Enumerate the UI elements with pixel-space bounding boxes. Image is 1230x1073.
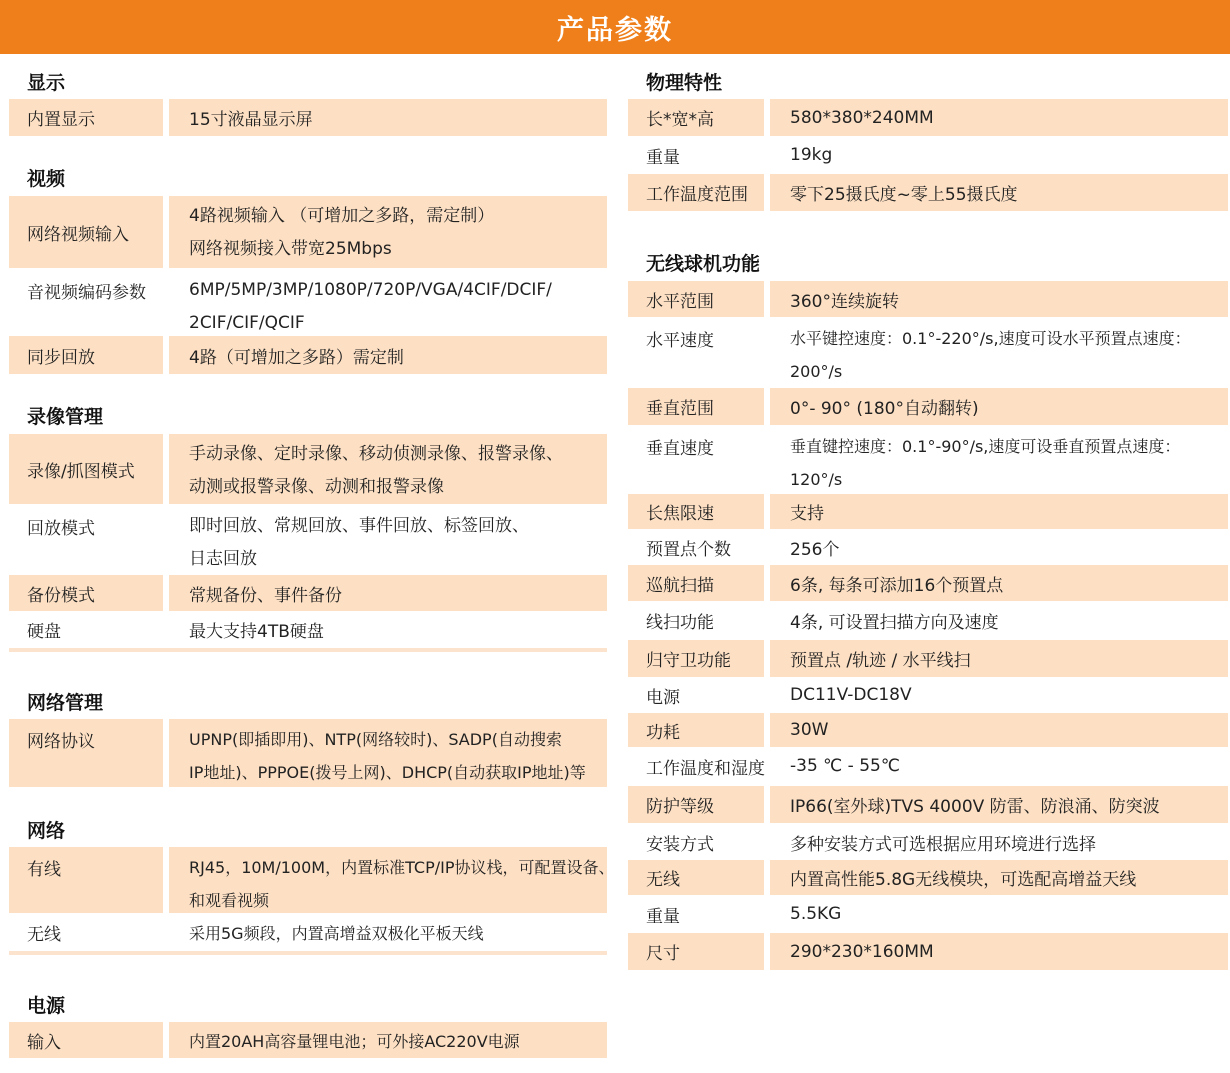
spec-key: 工作温度范围	[628, 174, 764, 211]
spec-value: 采用5G频段，内置高增益双极化平板天线	[189, 923, 484, 943]
spec-value: -35 ℃ - 55℃	[790, 756, 900, 776]
spec-key: 输入	[9, 1022, 163, 1058]
section-title-physical: 物理特性	[646, 72, 723, 94]
spec-value: 30W	[770, 713, 1228, 747]
spec-value: 内置20AH高容量锂电池；可外接AC220V电源	[169, 1022, 607, 1058]
spec-row-record-mode	[9, 434, 607, 504]
spec-key: 重量	[646, 906, 680, 927]
spec-value	[169, 196, 607, 268]
spec-value: 19kg	[790, 145, 833, 165]
spec-value-line: 即时回放、常规回放、事件回放、标签回放、	[189, 516, 529, 536]
spec-value: 0°- 90° (180°自动翻转)	[770, 388, 1228, 425]
section-title-network-management: 网络管理	[27, 692, 104, 714]
spec-value: 580*380*240MM	[770, 99, 1228, 136]
spec-key: 重量	[646, 147, 680, 168]
spec-key: 网络视频输入	[9, 196, 163, 268]
spec-row-playback-mode	[9, 506, 607, 572]
section-title-recording: 录像管理	[27, 406, 104, 428]
spec-row-network-video-input	[9, 196, 607, 268]
section-divider	[9, 648, 607, 652]
section-title-ptz: 无线球机功能	[646, 253, 761, 275]
spec-key: 无线	[27, 924, 61, 945]
spec-value: 4条, 可设置扫描方向及速度	[790, 612, 999, 633]
section-divider	[9, 951, 607, 955]
spec-value-line: 日志回放	[189, 549, 257, 569]
spec-row-protection-level	[628, 786, 1228, 823]
spec-value: DC11V-DC18V	[790, 685, 912, 705]
spec-key: 巡航扫描	[628, 565, 764, 601]
spec-value-line: 120°/s	[790, 470, 843, 489]
spec-key: 尺寸	[628, 933, 764, 970]
spec-value: 360°连续旋转	[770, 281, 1228, 317]
spec-row-hard-disk	[9, 612, 607, 646]
spec-row-ptz-power	[628, 678, 1228, 712]
spec-key: 硬盘	[27, 621, 61, 642]
spec-row-cruise-scan	[628, 565, 1228, 601]
spec-row-installation	[628, 825, 1228, 859]
spec-value: 多种安装方式可选根据应用环境进行选择	[790, 834, 1096, 855]
spec-row-power-consumption	[628, 713, 1228, 747]
spec-key: 水平速度	[646, 331, 714, 351]
spec-value-line: 网络视频接入带宽25Mbps	[189, 239, 392, 259]
spec-key: 网络协议	[9, 719, 163, 787]
spec-value-line: 6MP/5MP/3MP/1080P/720P/VGA/4CIF/DCIF/	[189, 280, 552, 300]
spec-row-ptz-wireless	[628, 860, 1228, 895]
spec-row-home-guard	[628, 640, 1228, 677]
spec-value: 15寸液晶显示屏	[169, 99, 607, 136]
spec-row-sync-playback	[9, 336, 607, 374]
spec-row-pan-range	[628, 281, 1228, 317]
spec-key: 线扫功能	[646, 612, 714, 633]
spec-row-power-input	[9, 1022, 607, 1058]
spec-value: 零下25摄氏度~零上55摄氏度	[770, 174, 1228, 211]
spec-row-line-scan	[628, 602, 1228, 638]
spec-row-ptz-weight	[628, 897, 1228, 931]
spec-value	[169, 434, 607, 504]
spec-key: 回放模式	[27, 519, 95, 539]
spec-row-tilt-range	[628, 388, 1228, 425]
spec-key: 归守卫功能	[628, 640, 764, 677]
spec-value: 6条, 每条可添加16个预置点	[770, 565, 1228, 601]
spec-value	[169, 847, 615, 913]
spec-row-wireless	[9, 915, 607, 949]
spec-key: 预置点个数	[646, 539, 731, 560]
spec-value: 最大支持4TB硬盘	[189, 621, 324, 642]
spec-key: 无线	[628, 860, 764, 895]
spec-key: 录像/抓图模式	[9, 434, 163, 504]
spec-row-dimensions	[628, 99, 1228, 136]
spec-value-line: 和观看视频	[189, 891, 270, 910]
spec-value-line: 垂直键控速度：0.1°-90°/s,速度可设垂直预置点速度：	[790, 437, 1181, 456]
spec-row-weight	[628, 138, 1228, 172]
spec-row-pan-speed	[628, 318, 1228, 386]
spec-row-preset-count	[628, 530, 1228, 564]
spec-value: 支持	[770, 494, 1228, 529]
spec-value: 256个	[790, 539, 840, 560]
spec-value	[169, 506, 607, 572]
spec-value-line: 2CIF/CIF/QCIF	[189, 313, 305, 333]
spec-value	[770, 318, 1228, 386]
spec-key: 防护等级	[628, 786, 764, 823]
spec-key: 垂直速度	[646, 439, 714, 459]
section-title-display: 显示	[27, 72, 66, 94]
spec-value-line: RJ45，10M/100M，内置标准TCP/IP协议栈，可配置设备、	[189, 858, 615, 877]
spec-value: 290*230*160MM	[770, 933, 1228, 970]
spec-value: 5.5KG	[790, 904, 842, 924]
spec-value	[169, 270, 607, 334]
spec-row-codec-params	[9, 270, 607, 334]
spec-row-tilt-speed	[628, 426, 1228, 492]
spec-key: 电源	[646, 687, 680, 708]
spec-value: 预置点 /轨迹 / 水平线扫	[770, 640, 1228, 677]
spec-key: 水平范围	[628, 281, 764, 317]
spec-key: 长*宽*高	[628, 99, 764, 136]
spec-value: 4路（可增加之多路）需定制	[169, 336, 607, 374]
section-title-video: 视频	[27, 168, 66, 190]
spec-value: 常规备份、事件备份	[169, 575, 607, 611]
spec-value-line: 动测或报警录像、动测和报警录像	[189, 477, 444, 497]
spec-key: 安装方式	[646, 834, 714, 855]
spec-row-temp-humidity	[628, 748, 1228, 784]
spec-value	[770, 426, 1228, 492]
spec-key: 长焦限速	[628, 494, 764, 529]
spec-key: 功耗	[628, 713, 764, 747]
page-title: 产品参数	[557, 14, 673, 46]
spec-value: 内置高性能5.8G无线模块，可选配高增益天线	[770, 860, 1228, 895]
section-title-power: 电源	[27, 995, 66, 1017]
spec-row-focal-speed-limit	[628, 494, 1228, 529]
spec-value-line: 4路视频输入 （可增加之多路，需定制）	[189, 206, 495, 226]
spec-value-line: 水平键控速度：0.1°-220°/s,速度可设水平预置点速度：	[790, 329, 1191, 348]
spec-value: IP66(室外球)TVS 4000V 防雷、防浪涌、防突波	[770, 786, 1228, 823]
spec-row-builtin-display	[9, 99, 607, 136]
spec-key: 备份模式	[9, 575, 163, 611]
spec-value-line: 手动录像、定时录像、移动侦测录像、报警录像、	[189, 444, 563, 464]
spec-key: 工作温度和湿度	[646, 758, 765, 779]
spec-key: 有线	[9, 847, 163, 913]
spec-row-network-protocol	[9, 719, 607, 787]
spec-value-line: UPNP(即插即用)、NTP(网络较时)、SADP(自动搜索	[189, 730, 562, 749]
spec-row-wired	[9, 847, 615, 913]
section-title-network: 网络	[27, 820, 66, 842]
spec-value-line: 200°/s	[790, 362, 843, 381]
page-banner	[0, 0, 1230, 54]
spec-key: 音视频编码参数	[27, 283, 146, 303]
spec-row-operating-temperature	[628, 174, 1228, 211]
spec-row-backup-mode	[9, 575, 607, 611]
spec-row-size	[628, 933, 1228, 970]
spec-key: 垂直范围	[628, 388, 764, 425]
spec-key: 内置显示	[9, 99, 163, 136]
spec-value-line: IP地址)、PPPOE(拨号上网)、DHCP(自动获取IP地址)等	[189, 763, 586, 782]
spec-key: 同步回放	[9, 336, 163, 374]
spec-value	[169, 719, 607, 787]
